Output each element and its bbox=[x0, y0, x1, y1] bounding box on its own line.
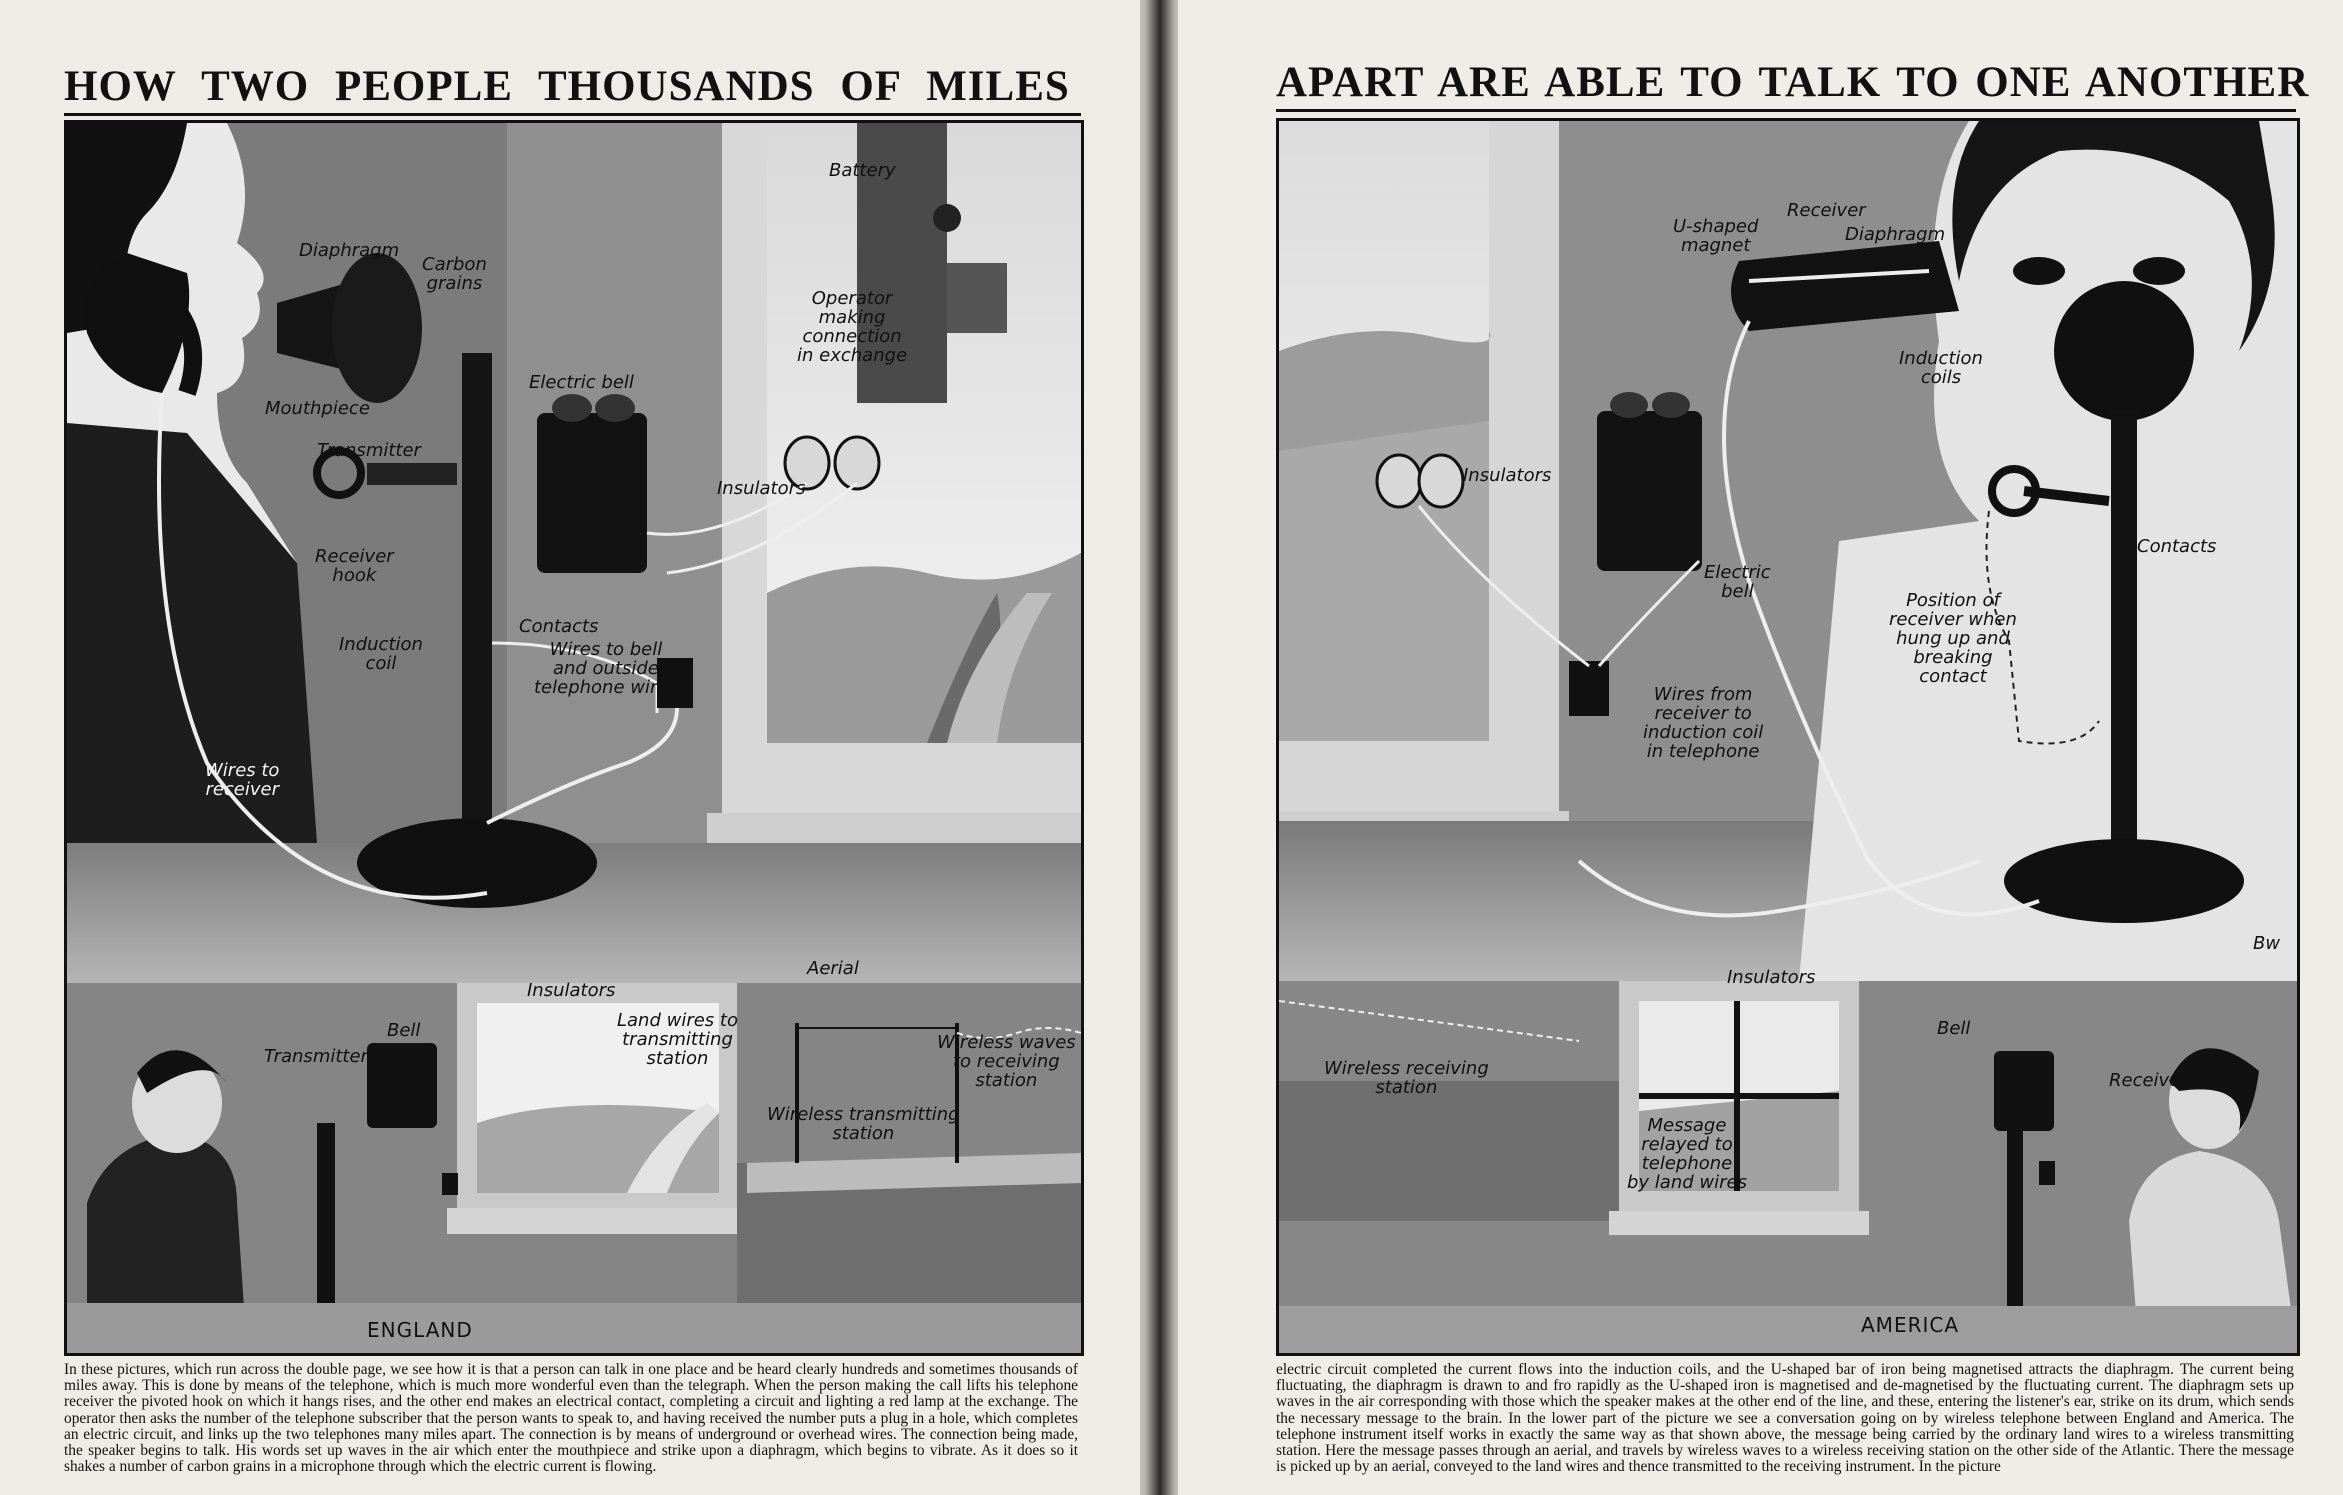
label-receiver-lower: Receiver bbox=[2109, 1070, 2188, 1091]
label-operator: Operator making connection in exchange bbox=[797, 288, 908, 366]
label-transmitter-lower: Transmitter bbox=[264, 1046, 368, 1067]
label-diaphragm: Diaphragm bbox=[299, 240, 400, 261]
headline-right: APART ARE ABLE TO TALK TO ONE ANOTHER bbox=[1276, 59, 2310, 106]
label-mouthpiece: Mouthpiece bbox=[265, 398, 370, 419]
label-battery: Battery bbox=[829, 160, 896, 181]
label-insulators-lower: Insulators bbox=[527, 980, 616, 1001]
illustration-america-drawing bbox=[1279, 121, 2297, 1353]
label-wires-to-bell: Wires to bell and outside telephone wires bbox=[534, 639, 678, 698]
label-electric-bell: Electric bell bbox=[529, 372, 634, 393]
label-aerial: Aerial bbox=[807, 958, 859, 979]
illustration-america bbox=[1276, 118, 2300, 1356]
label-electric-bell-right: Electric bell bbox=[1704, 562, 1771, 602]
label-contacts: Contacts bbox=[519, 616, 599, 637]
illustration-england bbox=[64, 120, 1084, 1356]
illustration-england-drawing bbox=[67, 123, 1081, 1353]
label-carbon-grains: Carbon grains bbox=[422, 254, 487, 294]
left-page bbox=[0, 0, 1140, 1495]
article-text-left: In these pictures, which run across the double page, we see how it is that a person can talk in one place and be heard clearly hundreds and sometimes thousands of miles away. This is done by means of the telephone, which is much more wonderful even than the telegraph. When the person making the call lifts his telephone receiver the pivoted hook on which it hangs rises, and the other end makes an electrical contact, completing a circuit and lighting a red lamp at the exchange. The operator then asks the number of the telephone subscriber that the person wants to speak to, and having received the number puts a plug in a hole, which completes an electric circuit, and links up the two telephones many miles apart. The connection is by means of underground or overhead wires. The connection being made, the speaker begins to talk. His words set up waves in the air which enter the mouthpiece and strike upon a diaphragm, which begins to vibrate. As it does so it shakes a number of carbon grains in a microphone through which the electric current is flowing. bbox=[64, 1362, 1078, 1476]
label-position-of-receiver: Position of receiver when hung up and breaking contact bbox=[1889, 590, 2017, 687]
label-diaphragm-right: Diaphragm bbox=[1845, 224, 1946, 245]
label-wires-to-receiver: Wires to receiver bbox=[205, 760, 280, 800]
label-receiver-hook: Receiver hook bbox=[315, 546, 394, 586]
label-contacts-right: Contacts bbox=[2137, 536, 2217, 557]
headline-left: HOW TWO PEOPLE THOUSANDS OF MILES bbox=[64, 63, 1070, 110]
label-transmitter: Transmitter bbox=[317, 440, 421, 461]
label-wires-from-receiver: Wires from receiver to induction coil in telephone bbox=[1643, 684, 1764, 762]
label-bell-lower-right: Bell bbox=[1937, 1018, 1971, 1039]
label-insulators-lower-right: Insulators bbox=[1727, 967, 1816, 988]
caption-america: AMERICA bbox=[1861, 1313, 1960, 1337]
label-induction-coil: Induction coil bbox=[339, 634, 423, 674]
label-induction-coils: Induction coils bbox=[1899, 348, 1983, 388]
caption-england: ENGLAND bbox=[367, 1318, 473, 1342]
article-text-right: electric circuit completed the current flows into the induction coils, and the U-shaped bar of iron being magnetised attracts the diaphragm. The current being fluctuating, the diaphragm is drawn to and fro rapidly as the U-shaped iron is magnetised and de-magnetised by the fluctuating current. The diaphragm sets up waves in the air corresponding with those which the speaker makes at the other end of the line, and these, entering the listener's ear, strike on its drum, which sends the necessary message to the brain. In the lower part of the picture we see a conversation going on by wireless telephone between England and America. The telephone instrument itself works in exactly the same way as that shown above, the message being carried by the ordinary land wires to a wireless transmitting station. Here the message passes through an aerial, and travels by wireless waves to a wireless receiving station on the other side of the Atlantic. There the message is picked up by an aerial, conveyed to the land wires and thence transmitted to the receiving instrument. In the picture bbox=[1276, 1362, 2294, 1476]
label-receiver: Receiver bbox=[1787, 200, 1866, 221]
artist-signature: Bw bbox=[2253, 933, 2281, 954]
headline-rule-right bbox=[1276, 109, 2296, 112]
label-wireless-waves: Wireless waves to receiving station bbox=[937, 1032, 1076, 1091]
right-page bbox=[1178, 0, 2343, 1495]
label-wireless-receiving: Wireless receiving station bbox=[1324, 1058, 1489, 1098]
label-u-shaped-magnet: U-shaped magnet bbox=[1673, 216, 1759, 256]
label-message-relayed: Message relayed to telephone by land wires bbox=[1627, 1115, 1747, 1193]
label-insulators: Insulators bbox=[717, 478, 806, 499]
label-bell-lower: Bell bbox=[387, 1020, 421, 1041]
label-land-wires: Land wires to transmitting station bbox=[617, 1010, 738, 1069]
label-wireless-transmitting: Wireless transmitting station bbox=[767, 1104, 960, 1144]
headline-rule-left bbox=[64, 113, 1081, 116]
label-insulators-right: Insulators bbox=[1463, 465, 1552, 486]
